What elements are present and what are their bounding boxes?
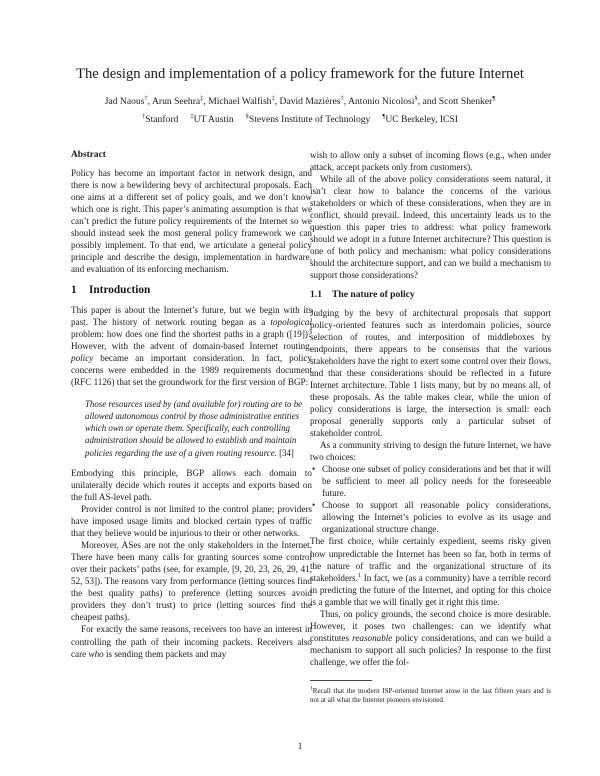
author-mark: ‡ <box>271 94 275 102</box>
author-mark: § <box>414 94 418 102</box>
subsection-heading <box>310 289 551 301</box>
list-item: • Choose one subset of policy considerations and bet that it will be sufficient to meet all policy needs for the foreseeable future. <box>312 464 551 499</box>
section-title: Introduction <box>89 284 151 297</box>
author-name: David Mazières <box>279 96 341 107</box>
bullet-list <box>310 463 551 535</box>
section-heading <box>71 284 312 296</box>
affiliation: Stevens Institute of Technology <box>248 114 371 125</box>
author-mark: ¶ <box>492 94 496 102</box>
paragraph: Provider control is not limited to the control plane; providers have imposed usage limits and blocked certain types of traffic that they believe would be injurious to their or other networks. <box>71 504 312 539</box>
author-name: Michael Walfish <box>208 96 272 107</box>
affiliation-list: †Stanford ‡UT Austin §Stevens Institute of Technology ¶UC Berkeley, ICSI <box>142 112 458 125</box>
author-list: Jad Naous†, Arun Seehra‡, Michael Walfish‡, David Mazières†, Antonio Nicolosi§, and Scott Shenker¶ <box>104 94 496 107</box>
block-quote: Those resources used by (and available for) routing are to be allowed autonomous control by those administrative entities which own or operate them. Specifically, each controlling administration should be allowed to establish and maintain policies regarding the use of a given routing resource. [34] <box>85 398 303 458</box>
author-name: Arun Seehra <box>151 96 201 107</box>
left-column <box>71 149 312 660</box>
footnote-divider <box>310 680 372 681</box>
affiliation: UC Berkeley, ICSI <box>385 114 458 125</box>
paper-title: The design and implementation of a policy framework for the future Internet <box>76 66 524 82</box>
list-item: • Choose to support all reasonable policy considerations, allowing the Internet’s policies to evolve as its usage and organizational structure change. <box>312 500 551 535</box>
section-number: 1 <box>71 284 77 297</box>
bullet-icon: • <box>312 500 316 511</box>
paragraph: While all of the above policy considerations seem natural, it isn’t clear how to balance the concerns of the various stakeholders or which of these considerations, when they are in conflict, should prevail. Indeed, this uncertainty leads us to the question this paper tries to address: what policy framework should we adopt in a future Internet architecture? This question is one of both policy and mechanism: what policy considerations should the architecture support, and can we build a mechanism to support those considerations? <box>310 174 551 281</box>
paragraph: Thus, on policy grounds, the second choice is more desirable. However, it poses two challenges: can we identify what constitutes reasonable policy considerations, and can we build a mechanism to support all such policies? In response to the first challenge, we offer the fol- <box>310 608 552 667</box>
paragraph: The first choice, while certainly expedient, seems risky given how unpredictable the Internet has been so far, both in terms of the nature of traffic and the organizational structure of its stakeholders.$^1$ In fact, we (as a community) have a terrible record in predicting the future of the Internet, and opting for this choice is a gamble that we will finally get it right this time. <box>310 536 551 607</box>
affiliation: Stanford <box>145 114 179 125</box>
citation: [34] <box>276 447 294 458</box>
paragraph: This paper is about the Internet’s future, but we begin with its past. The history of network routing began as a topological problem: how does one find the shortest paths in a graph ([19])? However, with the advent of domain-based Internet routing, policy became an important consideration. In fact, policy concerns were embedded in the 1989 requirements document (RFC 1126) that set the groundwork for the first version of BGP: <box>71 304 312 387</box>
right-column <box>310 149 551 668</box>
author-name: Scott Shenker <box>438 96 493 107</box>
paragraph: For exactly the same reasons, receivers too have an interest in controlling the path of their incoming packets. Receivers also care who is sending them packets and may <box>71 624 312 659</box>
paragraph: Embodying this principle, BGP allows each domain to unilaterally decide which routes it accepts and exports based on the full AS-level path. <box>71 467 312 502</box>
footnote: $^1$Recall that the modern ISP-oriented Internet arose in the last fifteen years and is not at all what the Internet pioneers envisioned. <box>310 685 551 704</box>
page-number: 1 <box>297 742 303 752</box>
abstract-heading: Abstract <box>71 150 106 160</box>
paragraph: wish to allow only a subset of incoming flows (e.g., when under attack, accept packets only from customers). <box>310 150 551 173</box>
author-name: Jad Naous <box>104 96 145 107</box>
affiliation: UT Austin <box>193 114 234 125</box>
subsection-title: The nature of policy <box>332 288 415 300</box>
paragraph: Judging by the bevy of architectural proposals that support policy-oriented features such as interdomain policies, source selection of routes, and interposition of middleboxes by endpoints, there appears to be consensus that the various stakeholders have the right to exert some control over their flows, and that these considerations should be reflected in a future Internet architecture. Table 1 lists many, but by no means all, of these proposals. As the table makes clear, while the union of policy considerations is large, the intersection is small: each proposal generally supports only a particular subset of stakeholder control. <box>310 307 551 439</box>
abstract-text: Policy has become an important factor in network design, and there is now a bewildering bevy of architectural proposals. Each one aims at a different set of policy goals, and we don’t know which one is right. This paper’s animating assumption is that we can’t predict the future policy requirements of the Internet so we should instead seek the most general policy framework we can possibly implement. To that end, we articulate a general policy principle and describe the design, implementation in hardware, and evaluation of its enforcing mechanism. <box>71 168 312 275</box>
author-mark: † <box>144 94 148 102</box>
subsection-number: 1.1 <box>310 288 322 300</box>
footnote-mark: 1 <box>310 685 313 692</box>
paragraph: As a community striving to design the future Internet, we have two choices: <box>310 440 551 463</box>
author-mark: ‡ <box>200 94 204 102</box>
author-name: Antonio Nicolosi <box>348 96 415 107</box>
bullet-icon: • <box>312 464 316 475</box>
paragraph: Moreover, ASes are not the only stakeholders in the Internet. There have been many calls for granting sources some control over their packets’ paths (see, for example, [9, 20, 23, 26, 29, 41, 52, 53]). The reasons vary from performance (letting sources find the best quality paths) to preference (letting sources avoid providers they don’t trust) to price (letting sources find the cheapest paths). <box>71 540 312 623</box>
footnote-ref: 1 <box>357 571 362 579</box>
author-mark: † <box>340 94 344 102</box>
